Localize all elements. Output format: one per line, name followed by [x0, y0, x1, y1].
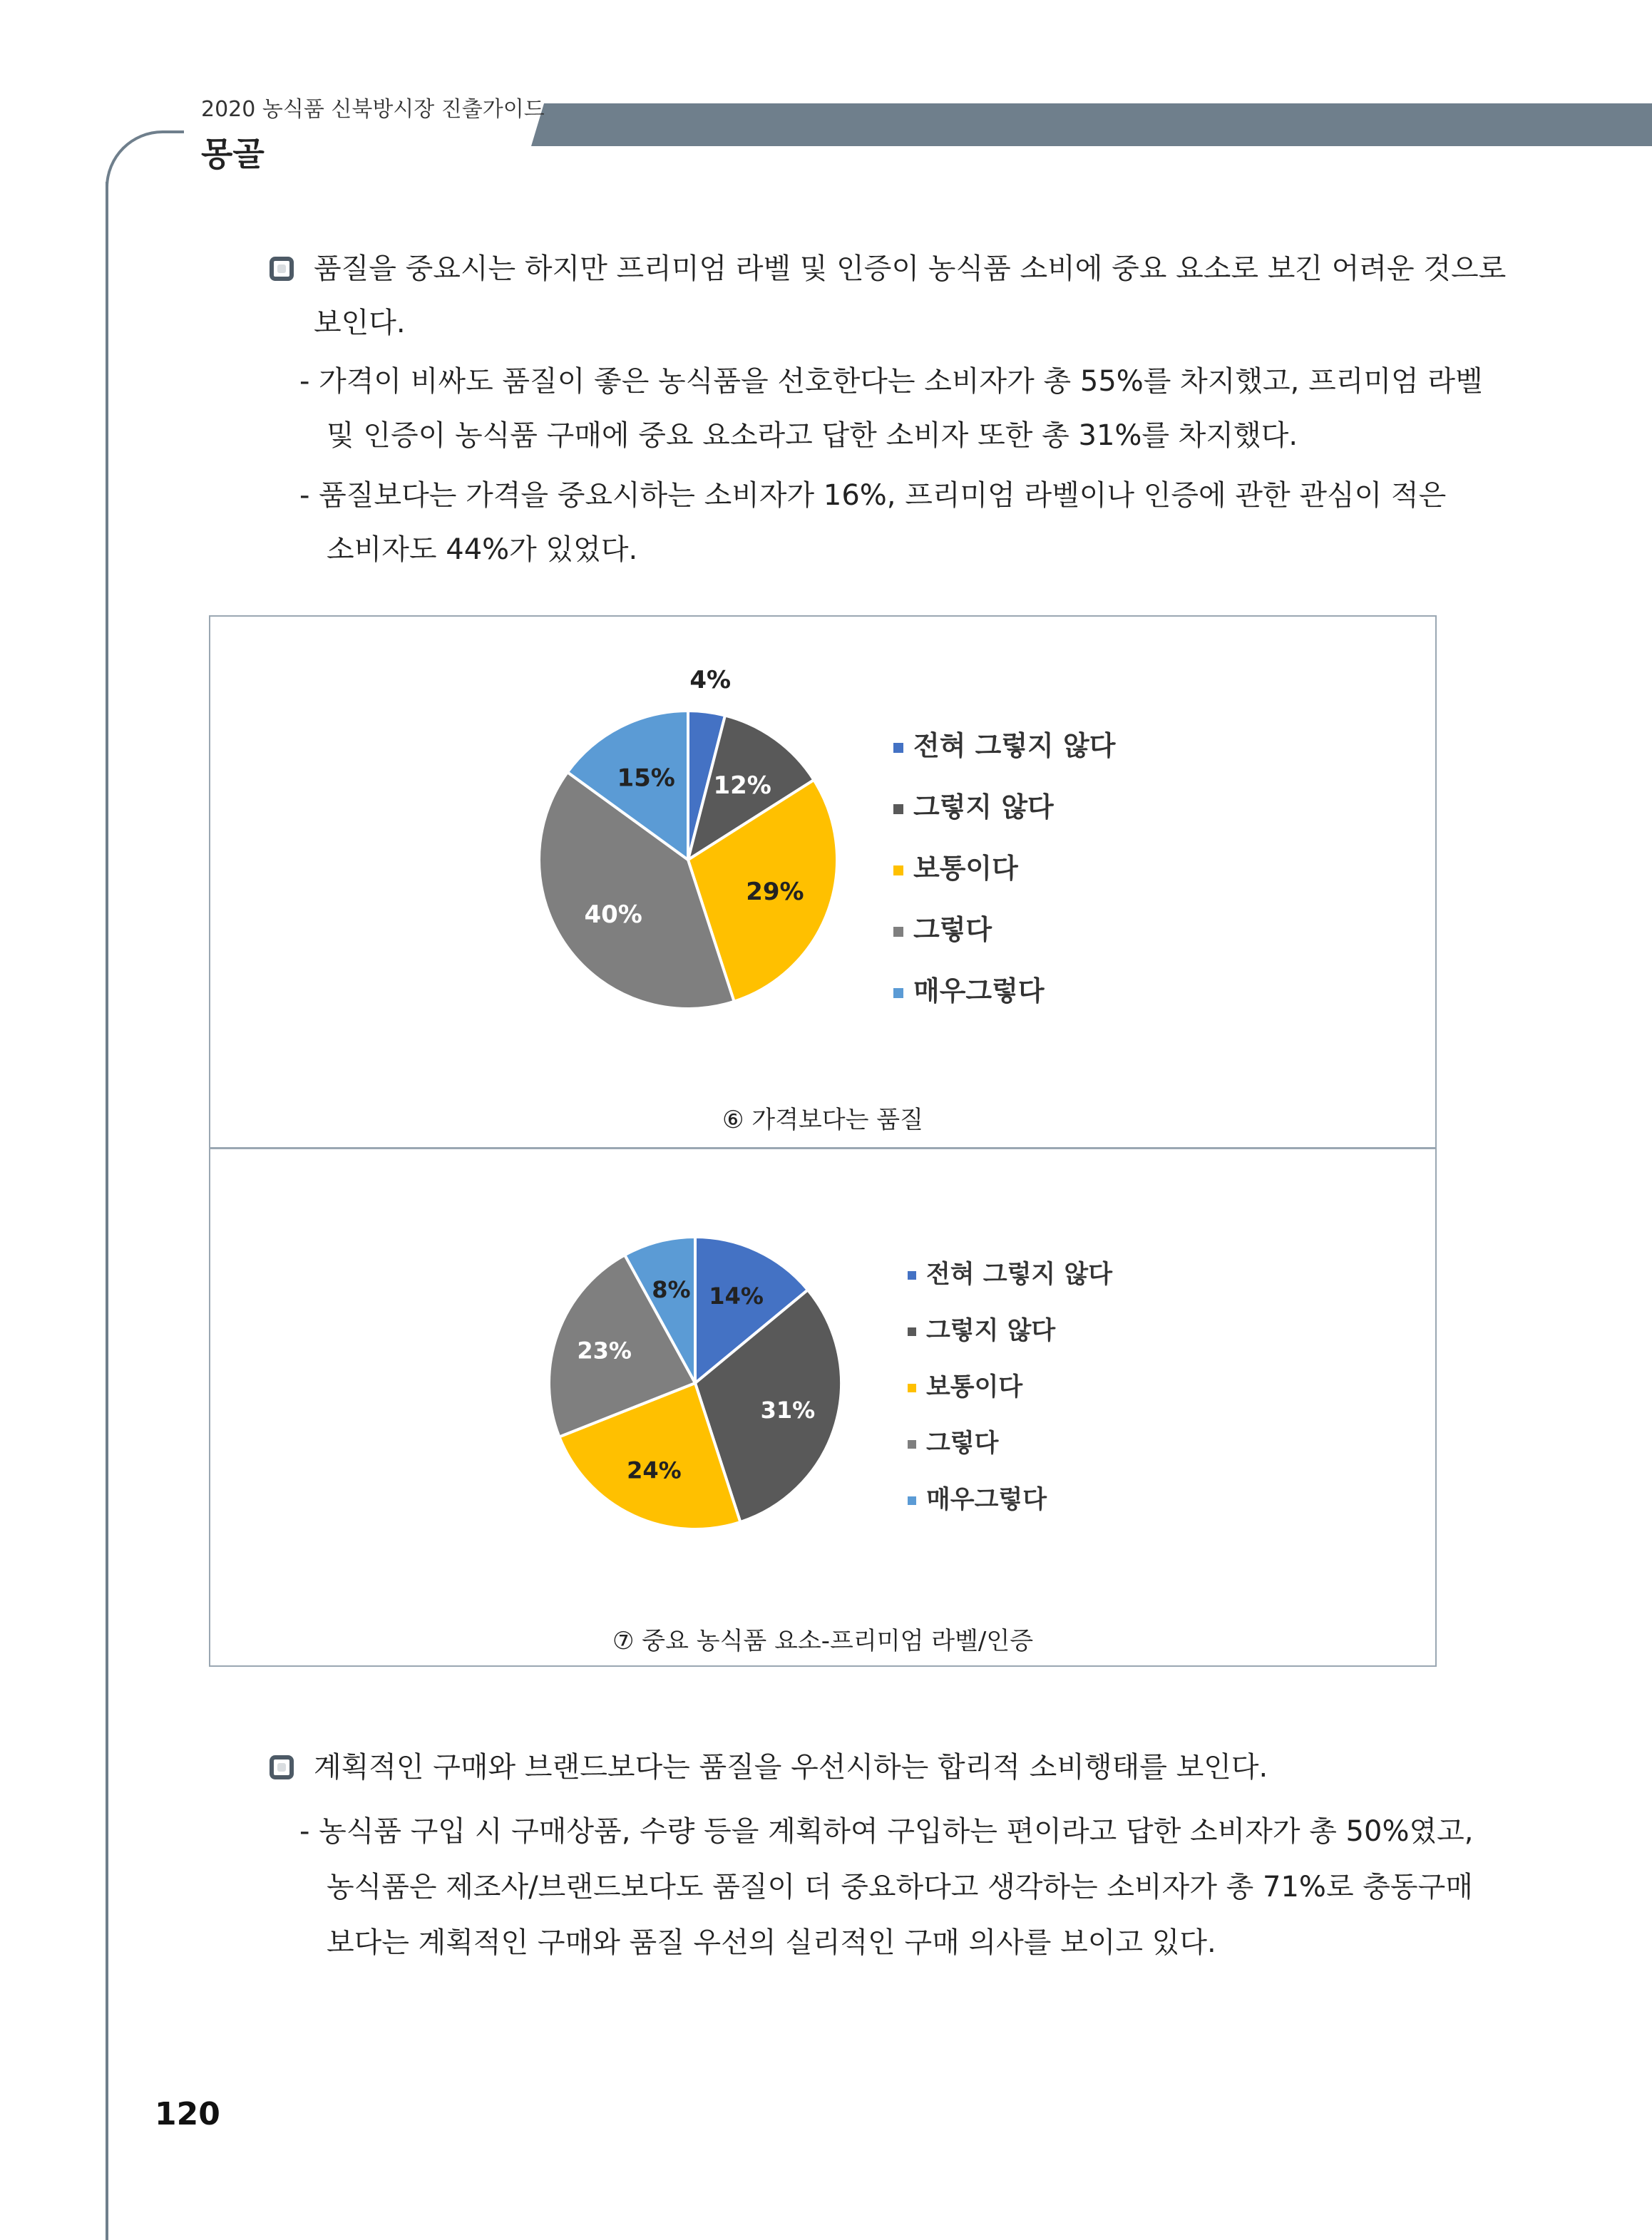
section2-dash1-line1: - 농식품 구입 시 구매상품, 수량 등을 계획하여 구입하는 편이라고 답한 소비자가 총 50%였고,: [299, 1815, 1474, 1848]
pie1-legend-swatch-0: [893, 743, 903, 753]
pie1-legend-label-1: 그렇지 않다: [913, 791, 1054, 823]
pie1-legend-item-3: [893, 908, 992, 947]
section1-dash2-line1: - 품질보다는 가격을 중요시하는 소비자가 16%, 프리미엄 라벨이나 인증에 관한 관심이 적은: [299, 479, 1447, 512]
pie-chart-2: [210, 1149, 1435, 1591]
page-frame-curve: [106, 130, 184, 209]
figure-1-box: [209, 615, 1437, 1149]
pie1-data-label-4: 15%: [617, 764, 675, 793]
pie1-data-label-3: 40%: [584, 900, 642, 930]
page-number: 120: [155, 2096, 220, 2132]
pie2-legend-swatch-1: [908, 1327, 916, 1336]
pie2-legend-item-2: [908, 1367, 1022, 1403]
pie1-legend-label-4: 매우그렇다: [913, 975, 1045, 1007]
pie2-legend-swatch-0: [908, 1271, 916, 1280]
pie1-legend-label-2: 보통이다: [913, 853, 1018, 884]
pie2-legend-label-4: 매우그렇다: [926, 1486, 1047, 1514]
pie1-legend-item-1: [893, 785, 1054, 824]
pie2-legend-item-3: [908, 1424, 998, 1459]
section1-dash1-line2: 및 인증이 농식품 구매에 중요 요소라고 답한 소비자 또한 총 31%를 차지했다.: [327, 419, 1298, 452]
pie2-legend-item-4: [908, 1480, 1047, 1516]
pie1-legend-swatch-2: [893, 865, 903, 875]
pie1-legend-swatch-4: [893, 988, 903, 998]
pie1-data-label-1: 12%: [713, 771, 771, 801]
pie2-legend-swatch-2: [908, 1384, 916, 1392]
pie1-legend-swatch-3: [893, 927, 903, 937]
figure-2-box: [209, 1148, 1437, 1667]
pie2-legend-item-1: [908, 1311, 1055, 1347]
pie2-data-label-0: 14%: [709, 1282, 764, 1310]
section1-dash1-line1: - 가격이 비싸도 품질이 좋은 농식품을 선호한다는 소비자가 총 55%를 차지했고, 프리미엄 라벨: [299, 365, 1483, 398]
pie1-legend-item-2: [893, 846, 1018, 885]
pie2-legend-swatch-4: [908, 1496, 916, 1505]
header-bar: [531, 103, 1652, 146]
checkbox-bullet-icon: [270, 257, 294, 281]
figure-2-caption: ⑦ 중요 농식품 요소-프리미엄 라벨/인증: [612, 1627, 1034, 1655]
section1-bullet-line2: 보인다.: [314, 307, 406, 339]
section2-dash1-line2: 농식품은 제조사/브랜드보다도 품질이 더 중요하다고 생각하는 소비자가 총 71%로 충동구매: [327, 1871, 1473, 1904]
section1-bullet-line1: 품질을 중요시는 하지만 프리미엄 라벨 및 인증이 농식품 소비에 중요 요소로 보긴 어려운 것으로: [314, 252, 1507, 285]
guide-title: 2020 농식품 신북방시장 진출가이드: [201, 97, 545, 122]
pie1-legend-item-4: [893, 969, 1045, 1008]
country-title: 몽골: [201, 135, 265, 173]
pie2-legend-label-3: 그렇다: [926, 1429, 999, 1458]
pie1-legend-label-0: 전혀 그렇지 않다: [913, 730, 1116, 761]
pie2-data-label-2: 24%: [627, 1456, 682, 1484]
pie2-legend-label-1: 그렇지 않다: [926, 1317, 1056, 1345]
pie1-legend-label-3: 그렇다: [913, 914, 992, 945]
pie-chart-1: [210, 617, 1435, 1073]
pie2-legend-label-0: 전혀 그렇지 않다: [926, 1260, 1113, 1289]
pie1-legend-item-0: [893, 724, 1115, 763]
pie2-data-label-4: 8%: [652, 1276, 691, 1304]
figure-1-caption: ⑥ 가격보다는 품질: [722, 1106, 923, 1134]
pie1-data-label-0: 4%: [689, 665, 732, 694]
section2-dash1-line3: 보다는 계획적인 구매와 품질 우선의 실리적인 구매 의사를 보이고 있다.: [327, 1926, 1216, 1959]
pie2-data-label-3: 23%: [577, 1337, 632, 1365]
checkbox-bullet-icon: [270, 1755, 294, 1779]
pie1-legend-swatch-1: [893, 804, 903, 814]
pie1-data-label-2: 29%: [746, 877, 804, 906]
pie2-data-label-1: 31%: [760, 1396, 816, 1424]
pie2-legend-swatch-3: [908, 1440, 916, 1449]
page-frame-line: [106, 182, 108, 2240]
pie2-legend-label-2: 보통이다: [926, 1373, 1023, 1402]
section2-bullet-line1: 계획적인 구매와 브랜드보다는 품질을 우선시하는 합리적 소비행태를 보인다.: [314, 1751, 1268, 1784]
pie2-legend-item-0: [908, 1255, 1112, 1290]
section1-dash2-line2: 소비자도 44%가 있었다.: [327, 533, 638, 566]
